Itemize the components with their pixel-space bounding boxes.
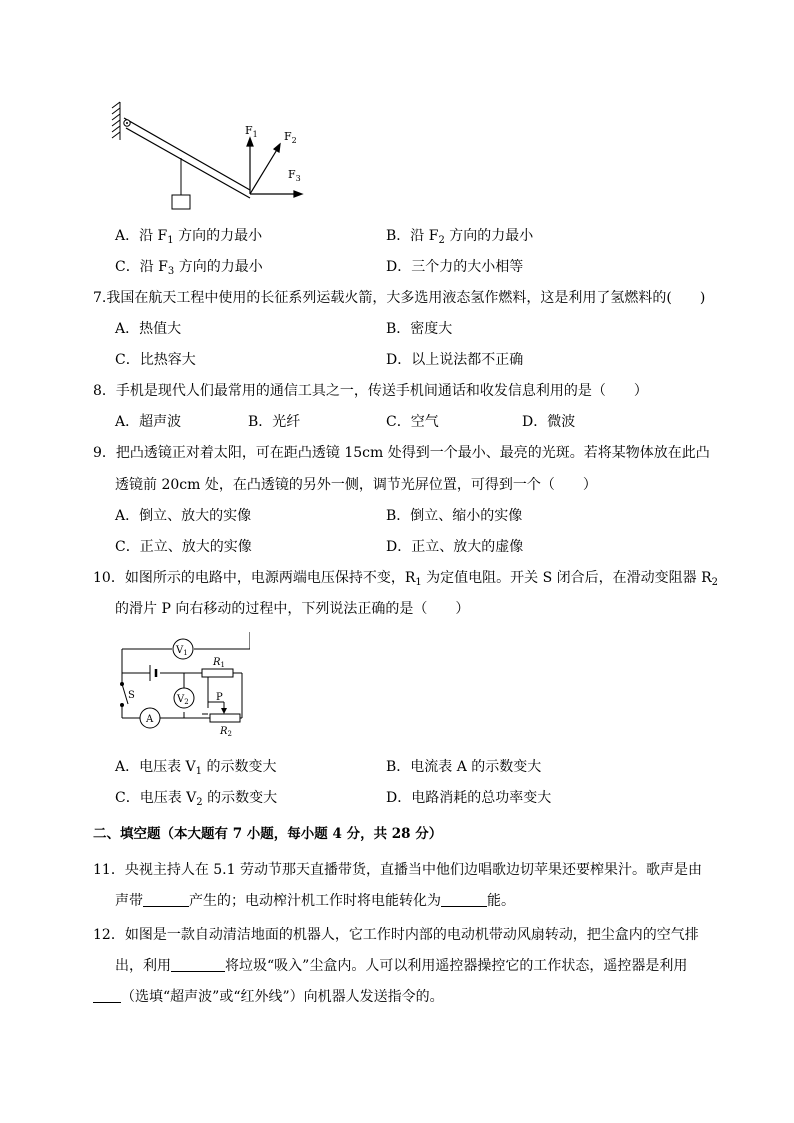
q9-option-d: D．正立、放大的虚像 xyxy=(386,539,524,555)
q11-line1: 11．央视主持人在 5.1 劳动节那天直播带货，直播当中他们边唱歌边切苹果还要榨果汁。歌声是由 xyxy=(93,862,702,878)
q12-blank-2[interactable] xyxy=(93,988,121,1003)
f3-label: $F_3$ xyxy=(288,168,301,183)
battery xyxy=(150,665,156,681)
lever-bar xyxy=(124,118,250,198)
q8-option-a: A．超声波 xyxy=(115,414,182,430)
q11-blank-1[interactable] xyxy=(143,892,189,907)
q6-option-c: C．沿 $F_3$ 方向的力最小 xyxy=(115,259,263,277)
q7-option-b: B．密度大 xyxy=(386,321,453,337)
q11-blank-2[interactable] xyxy=(441,892,487,907)
q9-option-b: B．倒立、缩小的实像 xyxy=(386,508,523,524)
q6-option-d: D．三个力的大小相等 xyxy=(386,259,524,275)
q7-stem: 7.我国在航天工程中使用的长征系列运载火箭，大多选用液态氢作燃料，这是利用了氢燃料的( ) xyxy=(93,290,706,306)
v2-label: $V_2$ xyxy=(177,694,189,706)
q12-blank-1[interactable] xyxy=(171,957,225,972)
lever-figure xyxy=(108,100,308,212)
q8-option-d: D．微波 xyxy=(522,414,576,430)
q8-option-c: C．空气 xyxy=(386,414,439,430)
rheostat-r2 xyxy=(210,714,240,722)
q10-option-a: A．电压表 $V_1$ 的示数变大 xyxy=(115,759,277,777)
q10-stem-line1: 10．如图所示的电路中，电源两端电压保持不变，$R_1$ 为定值电阻。开关 S 闭合后，在滑动变阻器 $R_2$ xyxy=(93,570,719,588)
q10-option-b: B．电流表 A 的示数变大 xyxy=(386,759,542,775)
q10-option-c: C．电压表 $V_2$ 的示数变大 xyxy=(115,790,278,808)
q9-stem-line1: 9．把凸透镜正对着太阳，可在距凸透镜 15cm 处得到一个最小、最亮的光斑。若将某物体放在此凸 xyxy=(93,445,710,461)
q12-line3: （选填“超声波”或“红外线”）向机器人发送指令的。 xyxy=(93,988,444,1006)
q9-option-a: A．倒立、放大的实像 xyxy=(115,508,252,524)
r2-label: $R_2$ xyxy=(220,726,232,738)
circuit-diagram xyxy=(110,632,250,740)
q7-option-d: D．以上说法都不正确 xyxy=(386,352,524,368)
f2-label: $F_2$ xyxy=(284,130,297,145)
wall xyxy=(112,102,120,140)
q6-option-b: B．沿 $F_2$ 方向的力最小 xyxy=(386,228,534,246)
q12-line2: 出，利用 将垃圾“吸入”尘盒内。人可以利用遥控器操控它的工作状态，遥控器是利用 xyxy=(115,958,688,974)
q8-stem: 8．手机是现代人们最常用的通信工具之一，传送手机间通话和收发信息利用的是（ ） xyxy=(93,383,648,399)
f1-label: $F_1$ xyxy=(245,124,258,139)
q8-option-b: B．光纤 xyxy=(248,414,301,430)
switch-label: S xyxy=(128,690,135,701)
q7-option-c: C．比热容大 xyxy=(115,352,196,368)
q12-line1: 12．如图是一款自动清洁地面的机器人，它工作时内部的电动机带动风扇转动，把尘盒内的空气排 xyxy=(93,927,699,943)
slider-label: P xyxy=(216,692,223,703)
v1-label: $V_1$ xyxy=(176,645,188,657)
hanging-weight xyxy=(172,195,190,209)
q9-option-c: C．正立、放大的实像 xyxy=(115,539,252,555)
q9-stem-line2: 透镜前 20cm 处，在凸透镜的另外一侧，调节光屏位置，可得到一个（ ） xyxy=(115,477,597,493)
section-2-title: 二、填空题（本大题有 7 小题，每小题 4 分，共 28 分） xyxy=(93,826,443,842)
q7-option-a: A．热值大 xyxy=(115,321,182,337)
resistor-r1 xyxy=(202,669,233,677)
q11-line2: 声带 产生的；电动榨汁机工作时将电能转化为 能。 xyxy=(115,893,515,909)
q10-option-d: D．电路消耗的总功率变大 xyxy=(386,790,552,806)
ammeter-label: A xyxy=(146,714,154,725)
r1-label: $R_1$ xyxy=(213,657,225,669)
q10-stem-line2: 的滑片 P 向右移动的过程中，下列说法正确的是（ ） xyxy=(115,601,470,617)
q6-option-a: A．沿 $F_1$ 方向的力最小 xyxy=(115,228,263,246)
